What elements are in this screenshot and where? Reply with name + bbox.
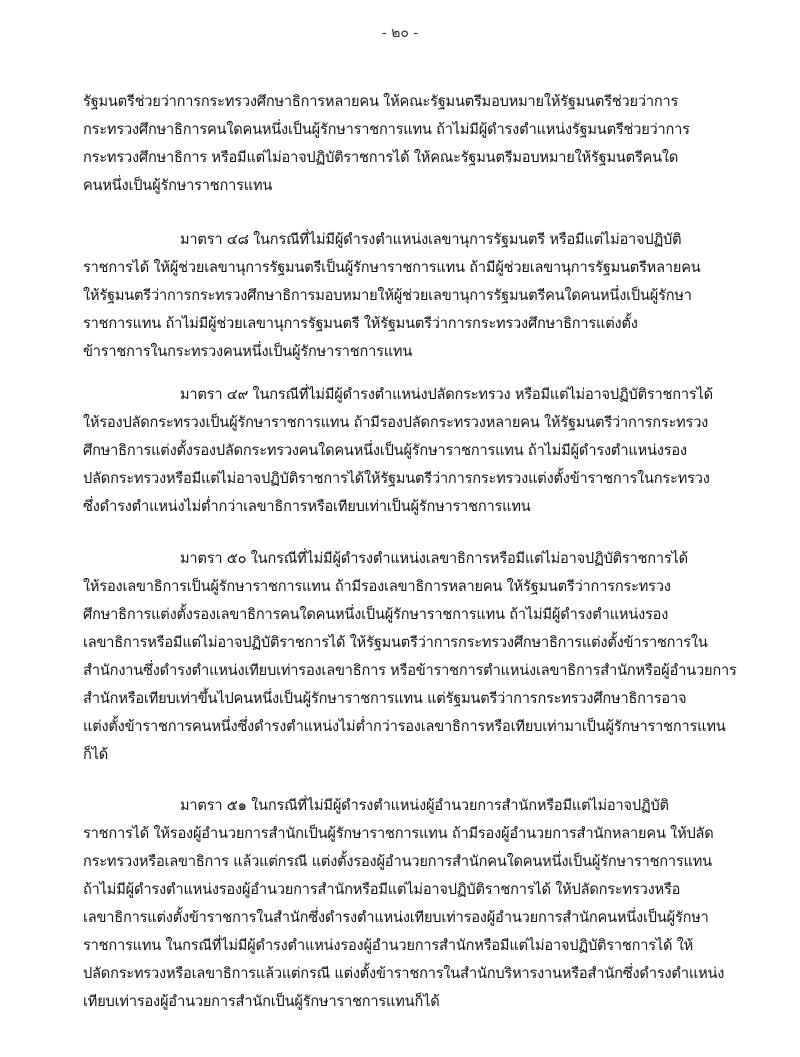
- text-line: กระทรวงหรือเลขาธิการ แล้วแต่กรณี แต่งตั้งรองผู้อำนวยการสำนักคนใดคนหนึ่งเป็นผู้รักษาราชการแทน: [83, 853, 712, 870]
- text-line: ราชการแทน ถ้าไม่มีผู้ช่วยเลขานุการรัฐมนตรี ให้รัฐมนตรีว่าการกระทรวงศึกษาธิการแต่งตั้ง: [83, 315, 638, 332]
- section-heading-line: มาตรา ๔๙ ในกรณีที่ไม่มีผู้ดำรงตำแหน่งปลัดกระทรวง หรือมีแต่ไม่อาจปฏิบัติราชการได้: [180, 386, 713, 403]
- text-line: ถ้าไม่มีผู้ดำรงตำแหน่งรองผู้อำนวยการสำนักหรือมีแต่ไม่อาจปฏิบัติราชการได้ ให้ปลัดกระทรวงหรือ: [83, 881, 681, 898]
- text-line: ปลัดกระทรวงหรือเลขาธิการแล้วแต่กรณี แต่งตั้งข้าราชการในสำนักบริหารงานหรือสำนักซึ่งดำรงตำแหน่ง: [83, 965, 725, 982]
- text-line: เทียบเท่ารองผู้อำนวยการสำนักเป็นผู้รักษาราชการแทนก็ได้: [83, 993, 440, 1010]
- text-line: สำนักหรือเทียบเท่าขึ้นไปคนหนึ่งเป็นผู้รักษาราชการแทน แต่รัฐมนตรีว่าการกระทรวงศึกษาธิการอาจ: [83, 690, 687, 707]
- text-line: ให้รัฐมนตรีว่าการกระทรวงศึกษาธิการมอบหมายให้ผู้ช่วยเลขานุการรัฐมนตรีคนใดคนหนึ่งเป็นผู้รักษา: [83, 287, 692, 304]
- text-line: ศึกษาธิการแต่งตั้งรองเลขาธิการคนใดคนหนึ่งเป็นผู้รักษาราชการแทน ถ้าไม่มีผู้ดำรงตำแหน่งรอง: [83, 606, 669, 623]
- text-line: รัฐมนตรีช่วยว่าการกระทรวงศึกษาธิการหลายคน ให้คณะรัฐมนตรีมอบหมายให้รัฐมนตรีช่วยว่าการ: [83, 93, 679, 110]
- text-line: คนหนึ่งเป็นผู้รักษาราชการแทน: [83, 177, 273, 194]
- text-line: เลขาธิการหรือมีแต่ไม่อาจปฏิบัติราชการได้ ให้รัฐมนตรีว่าการกระทรวงศึกษาธิการแต่งตั้งข้าราชการใน: [83, 634, 708, 651]
- text-line: ให้รองปลัดกระทรวงเป็นผู้รักษาราชการแทน ถ้ามีรองปลัดกระทรวงหลายคน ให้รัฐมนตรีว่าการกระทรวง: [83, 414, 709, 431]
- section-heading-line: มาตรา ๕๐ ในกรณีที่ไม่มีผู้ดำรงตำแหน่งเลขาธิการหรือมีแต่ไม่อาจปฏิบัติราชการได้: [180, 550, 688, 567]
- text-line: ซึ่งดำรงตำแหน่งไม่ต่ำกว่าเลขาธิการหรือเทียบเท่าเป็นผู้รักษาราชการแทน: [83, 498, 531, 515]
- text-line: ศึกษาธิการแต่งตั้งรองปลัดกระทรวงคนใดคนหนึ่งเป็นผู้รักษาราชการแทน ถ้าไม่มีผู้ดำรงตำแหน่งรอง: [83, 442, 687, 459]
- text-line: ราชการได้ ให้ผู้ช่วยเลขานุการรัฐมนตรีเป็นผู้รักษาราชการแทน ถ้ามีผู้ช่วยเลขานุการรัฐมนตรีหลายคน: [83, 259, 701, 276]
- text-line: ราชการได้ ให้รองผู้อำนวยการสำนักเป็นผู้รักษาราชการแทน ถ้ามีรองผู้อำนวยการสำนักหลายคน ให้ปลัด: [83, 825, 714, 842]
- paragraph-continuation: [83, 88, 763, 200]
- section-49: [83, 381, 763, 521]
- text-line: ปลัดกระทรวงหรือมีแต่ไม่อาจปฏิบัติราชการได้ให้รัฐมนตรีว่าการกระทรวงแต่งตั้งข้าราชการในกระทรวง: [83, 470, 710, 487]
- section-heading-line: มาตรา ๕๑ ในกรณีที่ไม่มีผู้ดำรงตำแหน่งผู้อำนวยการสำนักหรือมีแต่ไม่อาจปฏิบัติ: [180, 797, 669, 814]
- section-heading-line: มาตรา ๔๘ ในกรณีที่ไม่มีผู้ดำรงตำแหน่งเลขานุการรัฐมนตรี หรือมีแต่ไม่อาจปฏิบัติ: [180, 231, 682, 248]
- text-line: เลขาธิการแต่งตั้งข้าราชการในสำนักซึ่งดำรงตำแหน่งเทียบเท่ารองผู้อำนวยการสำนักคนหนึ่งเป็นผู้รักษา: [83, 909, 709, 926]
- section-48: [83, 226, 763, 366]
- text-line: แต่งตั้งข้าราชการคนหนึ่งซึ่งดำรงตำแหน่งไม่ต่ำกว่ารองเลขาธิการหรือเทียบเท่ามาเป็นผู้รักษาราชการแทน: [83, 718, 726, 735]
- text-line: ก็ได้: [83, 746, 109, 763]
- text-line: ให้รองเลขาธิการเป็นผู้รักษาราชการแทน ถ้ามีรองเลขาธิการหลายคน ให้รัฐมนตรีว่าการกระทรวง: [83, 578, 671, 595]
- text-line: กระทรวงศึกษาธิการคนใดคนหนึ่งเป็นผู้รักษาราชการแทน ถ้าไม่มีผู้ดำรงตำแหน่งรัฐมนตรีช่วยว่าการ: [83, 121, 690, 138]
- text-line: สำนักงานซึ่งดำรงตำแหน่งเทียบเท่ารองเลขาธิการ หรือข้าราชการตำแหน่งเลขาธิการสำนักหรือผู้อำนวยการ: [83, 662, 737, 679]
- section-51: [83, 792, 763, 1016]
- text-line: ราชการแทน ในกรณีที่ไม่มีผู้ดำรงตำแหน่งรองผู้อำนวยการสำนักหรือมีแต่ไม่อาจปฏิบัติราชการได้ ให้: [83, 937, 694, 954]
- page-number: - ๒๐ -: [381, 25, 419, 41]
- text-line: ข้าราชการในกระทรวงคนหนึ่งเป็นผู้รักษาราชการแทน: [83, 343, 413, 360]
- section-50: [83, 545, 763, 769]
- text-line: กระทรวงศึกษาธิการ หรือมีแต่ไม่อาจปฏิบัติราชการได้ ให้คณะรัฐมนตรีมอบหมายให้รัฐมนตรีคนใด: [83, 149, 679, 166]
